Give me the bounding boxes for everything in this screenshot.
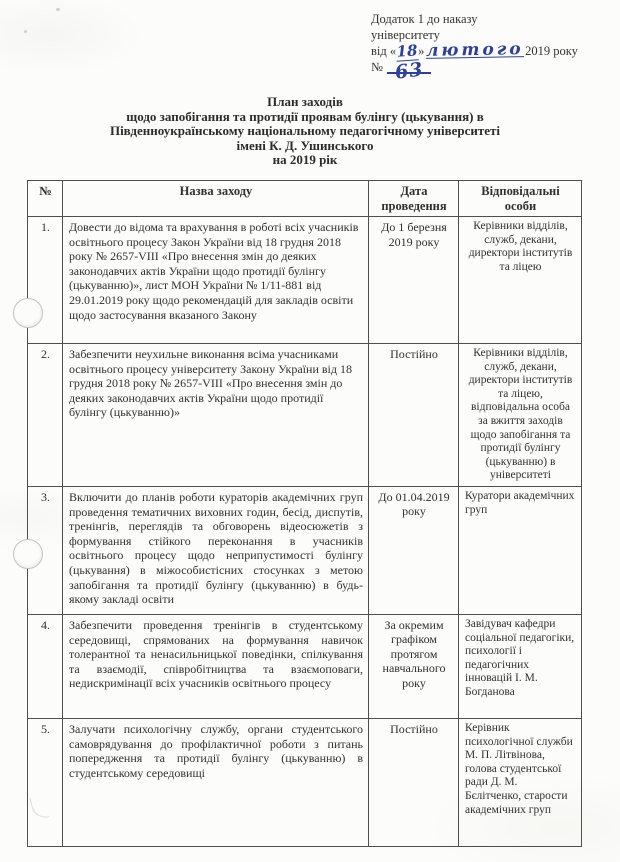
row-date: До 01.04.2019 року (369, 486, 459, 614)
scan-speck (24, 30, 27, 33)
handwritten-month: лютого (426, 39, 525, 61)
row-responsible: Завідувач кафедри соціальної педагогіки, психології і педагогічних інновацій І. М. Богданова (459, 614, 582, 718)
title-line-3: Південноукраїнському національному педагогічному університеті (109, 123, 501, 138)
table-row (28, 486, 582, 614)
row-date: Постійно (369, 344, 459, 487)
date-close-quote: » (418, 44, 425, 58)
row-number: 3. (28, 486, 63, 614)
title-line-1: План заходів (267, 94, 343, 109)
row-number: 1. (28, 217, 63, 344)
header-responsible: Відповідальні особи (459, 181, 582, 217)
date-prefix: від « (371, 44, 397, 58)
action-plan-table (27, 180, 582, 847)
table-row (28, 718, 582, 846)
annex-line-1: Додаток 1 до наказу (371, 12, 478, 26)
row-number: 5. (28, 718, 63, 846)
handwritten-day: 18 (396, 41, 419, 61)
annex-number-line (371, 57, 607, 84)
punch-hole (13, 298, 43, 328)
title-line-4: імені К. Д. Ушинського (236, 137, 374, 153)
row-event-name: Забезпечити неухильне виконання всіма учасниками освітнього процесу університету Закону України від 18 грудня 2018 року № 2657-VIII «Про внесення змін до деяких законодавчих актів України щодо протидії булінгу (цькуванню)» (63, 344, 369, 487)
number-slot (387, 57, 431, 84)
scan-speck (56, 8, 60, 11)
handwritten-number: 63 (393, 57, 425, 84)
row-responsible: Керівники відділів, служб, декани, директори інститутів та ліцею, відповідальна особа за вжиття заходів щодо запобігання та протидії булінгу (цькуванню) в університеті (459, 344, 582, 487)
annex-line-2: університету (371, 27, 440, 42)
row-responsible: Куратори академічних груп (459, 486, 582, 614)
punch-hole (13, 539, 43, 569)
row-event-name: Залучати психологічну службу, органи студентського самоврядування до профілактичної роботи з питань попередження та протидії булінгу (цькуванню) в студентському середовищі (63, 718, 369, 846)
row-event-name: Включити до планів роботи кураторів академічних груп проведення тематичних виховних годин, бесід, диспутів, тренінгів, переглядів та обговорень відеосюжетів з формування стійкого переконання в учасників освітнього процесу щодо неприпустимості булінгу (цькування) в міжособистісних стосунках з метою запобігання та протидії булінгу (цькуванню) в будь-якому закладі освіти (63, 486, 369, 614)
row-event-name: Забезпечити проведення тренінгів в студентському середовищі, спрямованих на формування навичок толерантної та ненасильницької поведінки, спілкування та взаємодії, співробітництва та взаємоповаги, недискримінації всіх учасників освітнього процесу (63, 614, 369, 718)
title-line-5: на 2019 рік (272, 152, 338, 167)
row-date: За окремим графіком протягом навчального року (369, 614, 459, 718)
row-responsible: Керівник психологічної служби М. П. Літвінова, голова студентської ради Д. М. Бєлітченко, старости академічних груп (459, 718, 582, 846)
row-number: 4. (28, 614, 63, 718)
number-label: № (371, 59, 383, 74)
annex-note (371, 12, 607, 84)
row-responsible: Керівники відділів, служб, декани, директори інститутів та ліцею (459, 217, 582, 344)
date-year: 2019 року (525, 44, 578, 58)
annex-date-line (371, 39, 607, 61)
row-event-name: Довести до відома та врахування в роботі всіх учасників освітнього процесу Закон України від 18 грудня 2018 року № 2657-VIII «Про внесення змін до деяких законодавчих актів України щодо протидії булінгу (цькуванню)», лист МОН України № 1/11-881 від 29.01.2019 року щодо рекомендацій для закладів освіти щодо застосування вказаного Закону (63, 217, 369, 344)
document-title (0, 95, 610, 168)
header-event-name: Назва заходу (63, 181, 369, 217)
header-number: № (28, 181, 63, 217)
row-date: До 1 березня 2019 року (369, 217, 459, 344)
table-row (28, 614, 582, 718)
table-row (28, 217, 582, 344)
header-date: Дата проведення (369, 181, 459, 217)
title-line-2: щодо запобігання та протидії проявам булінгу (цькування) в (126, 108, 484, 124)
row-number: 2. (28, 344, 63, 487)
row-date: Постійно (369, 718, 459, 846)
table-header-row (28, 181, 582, 217)
table-row (28, 344, 582, 487)
